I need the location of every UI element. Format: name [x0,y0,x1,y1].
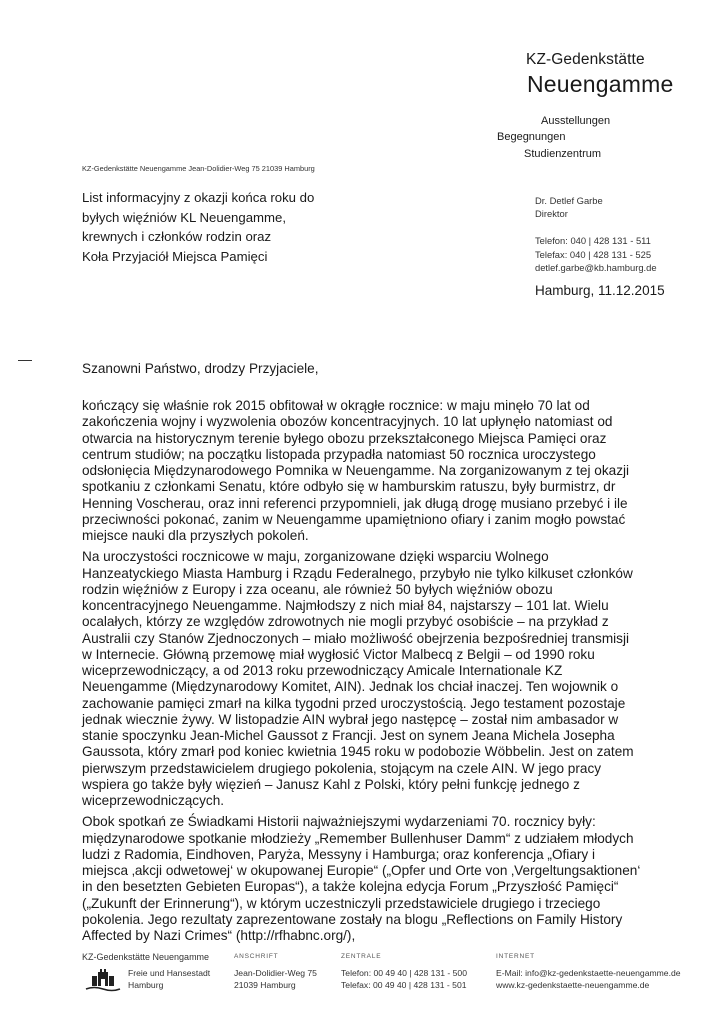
footer-email-link[interactable]: E-Mail: info@kz-gedenkstaette-neuengamme.de [496,967,681,978]
footer-internet-heading: INTERNET [496,953,535,960]
footer-address-line1: Jean-Dolidier-Weg 75 [234,967,317,978]
footer-address-heading: ANSCHRIFT [234,953,279,960]
footer-internet [496,951,681,992]
tagline-study-center: Studienzentrum [524,148,602,160]
fold-mark [18,360,32,361]
contact-fax: Telefax: 040 | 428 131 - 525 [535,248,652,260]
footer-central [341,951,467,992]
footer-central-phone: Telefon: 00 49 40 | 428 131 - 500 [341,967,467,978]
letter-body [82,398,642,949]
letter-date: Hamburg, 11.12.2015 [535,283,665,298]
contact-block [535,194,657,274]
footer-org-line1: Freie und Hansestadt [128,967,211,978]
subject-line: krewnych i członków rodzin oraz [82,229,272,244]
sender-line: KZ-Gedenkstätte Neuengamme Jean-Dolidier-Weg 75 21039 Hamburg [82,164,315,173]
paragraph: Na uroczystości rocznicowe w maju, zorganizowane dzięki wsparciu Wolnego Hanzeatyckiego Miasta Hamburg i Rządu Federalnego, przybyło nie tylko kilkuset członków rodzin więźniów z Europy i zza oceanu, ale również 50 byłych więźniów obozu koncentracyjnego Neuengamme. Najmłodszy z nich miał 84, najstarszy – 101 lat. Wielu ocalałych, którzy ze względów zdrowotnych nie mogli przybyć osobiście – na przykład z Australii czy Stanów Zjednoczonych – miało możliwość obejrzenia bezpośredniej transmisji w Internecie. Główną przemowę miał wygłosić Victor Malbecq z Belgii – od 1990 roku wiceprzewodniczący, a od 2013 roku przewodniczący Amicale Internationale KZ Neuengamme (Międzynarodowy Komitet, AIN). Jednak los chciał inaczej. Ten wojownik o zachowanie pamięci zmarł na kilka tygodni przed uroczystością. Jego testament pozostaje jednak wiecznie żywy. W listopadzie AIN wybrał jego następcę – został nim ambasador w stanie spoczynku Jean-Michel Gaussot z Francji. Jest on synem Jeana Michela Josepha Gaussota, który zmarł pod koniec kwietnia 1945 roku w podobozie Wöbbelin. Jest on zatem pierwszym przedstawicielem drugiego pokolenia, stojącym na czele AIN. W jego pracy wspiera go także były więzień – Janusz Kahl z Polski, który pełni funkcję jednego z wiceprzewodniczących. [82,549,634,808]
footer-org-line2: Hamburg [128,980,164,990]
contact-role: Direktor [535,208,568,220]
contact-email[interactable]: detlef.garbe@kb.hamburg.de [535,261,657,273]
subject-line: List informacyjny z okazji końca roku do [82,190,315,205]
footer-central-heading: ZENTRALE [341,953,382,960]
footer-address-line2: 21039 Hamburg [234,980,296,990]
footer-central-fax: Telefax: 00 49 40 | 428 131 - 501 [341,980,467,990]
tagline-exhibitions: Ausstellungen [541,115,611,127]
footer-web-link[interactable]: www.kz-gedenkstaette-neuengamme.de [496,980,650,990]
subject-line: Koła Przyjaciół Miejsca Pamięci [82,248,268,264]
hamburg-crest-icon [84,968,122,992]
tagline-encounters: Begegnungen [497,131,566,143]
contact-name: Dr. Detlef Garbe [535,195,603,206]
contact-phone: Telefon: 040 | 428 131 - 511 [535,235,651,247]
subject-block [82,188,342,266]
paragraph: kończący się właśnie rok 2015 obfitował w okrągłe rocznice: w maju minęło 70 lat od zakończenia wojny i wyzwolenia obozów koncentracyjnych. 10 lat upłynęło natomiast od otwarcia na historycznym terenie byłego obozu przekształconego Miejsca Pamięci oraz centrum studiów; na początku listopada przypadła natomiast 50 rocznica uroczystego odsłonięcia Międzynarodowego Pomnika w Neuengamme. Na zorganizowanym z tej okazji spotkaniu z członkami Senatu, które odbyło się w hamburskim ratuszu, były burmistrz, dr Henning Voscherau, oraz inni referenci przypomnieli, jak długą drogę musiano przebyć i ile przeciwności pokonać, zanim w Neuengamme upamiętniono ofiary i zanim mogło powstać miejsce nauki dla przyszłych pokoleń. [82,398,630,543]
logo-line2: Neuengamme [527,71,674,97]
footer-org [82,951,210,992]
footer-org-name: KZ-Gedenkstätte Neuengamme [82,952,210,962]
salutation: Szanowni Państwo, drodzy Przyjaciele, [82,361,319,376]
footer-address [234,951,317,992]
subject-line: byłych więźniów KL Neuengamme, [82,209,287,225]
paragraph: Obok spotkań ze Świadkami Historii najważniejszymi wydarzeniami 70. rocznicy były: międzynarodowe spotkanie młodzieży „Remember Bullenhuser Damm“ z udziałem młodych ludzi z Radomia, Eindhoven, Paryża, Messyny i Hamburga; oraz konferencja „Ofiary i miejsca ‚akcji odwetowej‘ w okupowanej Europie“ („Opfer und Orte von ‚Vergeltungsaktionen‘ in den besetzten Gebieten Europas“), a także kolejna edycja Forum „Przyszłość Pamięci“ („Zukunft der Erinnerung“), w którym uczestniczyli przedstawiciele drugiego i trzeciego pokolenia. Jego rezultaty zaprezentowane zostały na blogu „Reflections on Family History Affected by Nazi Crimes“ (http://rfhabnc.org/), [82,814,641,943]
logo-line1: KZ-Gedenkstätte [526,51,645,68]
